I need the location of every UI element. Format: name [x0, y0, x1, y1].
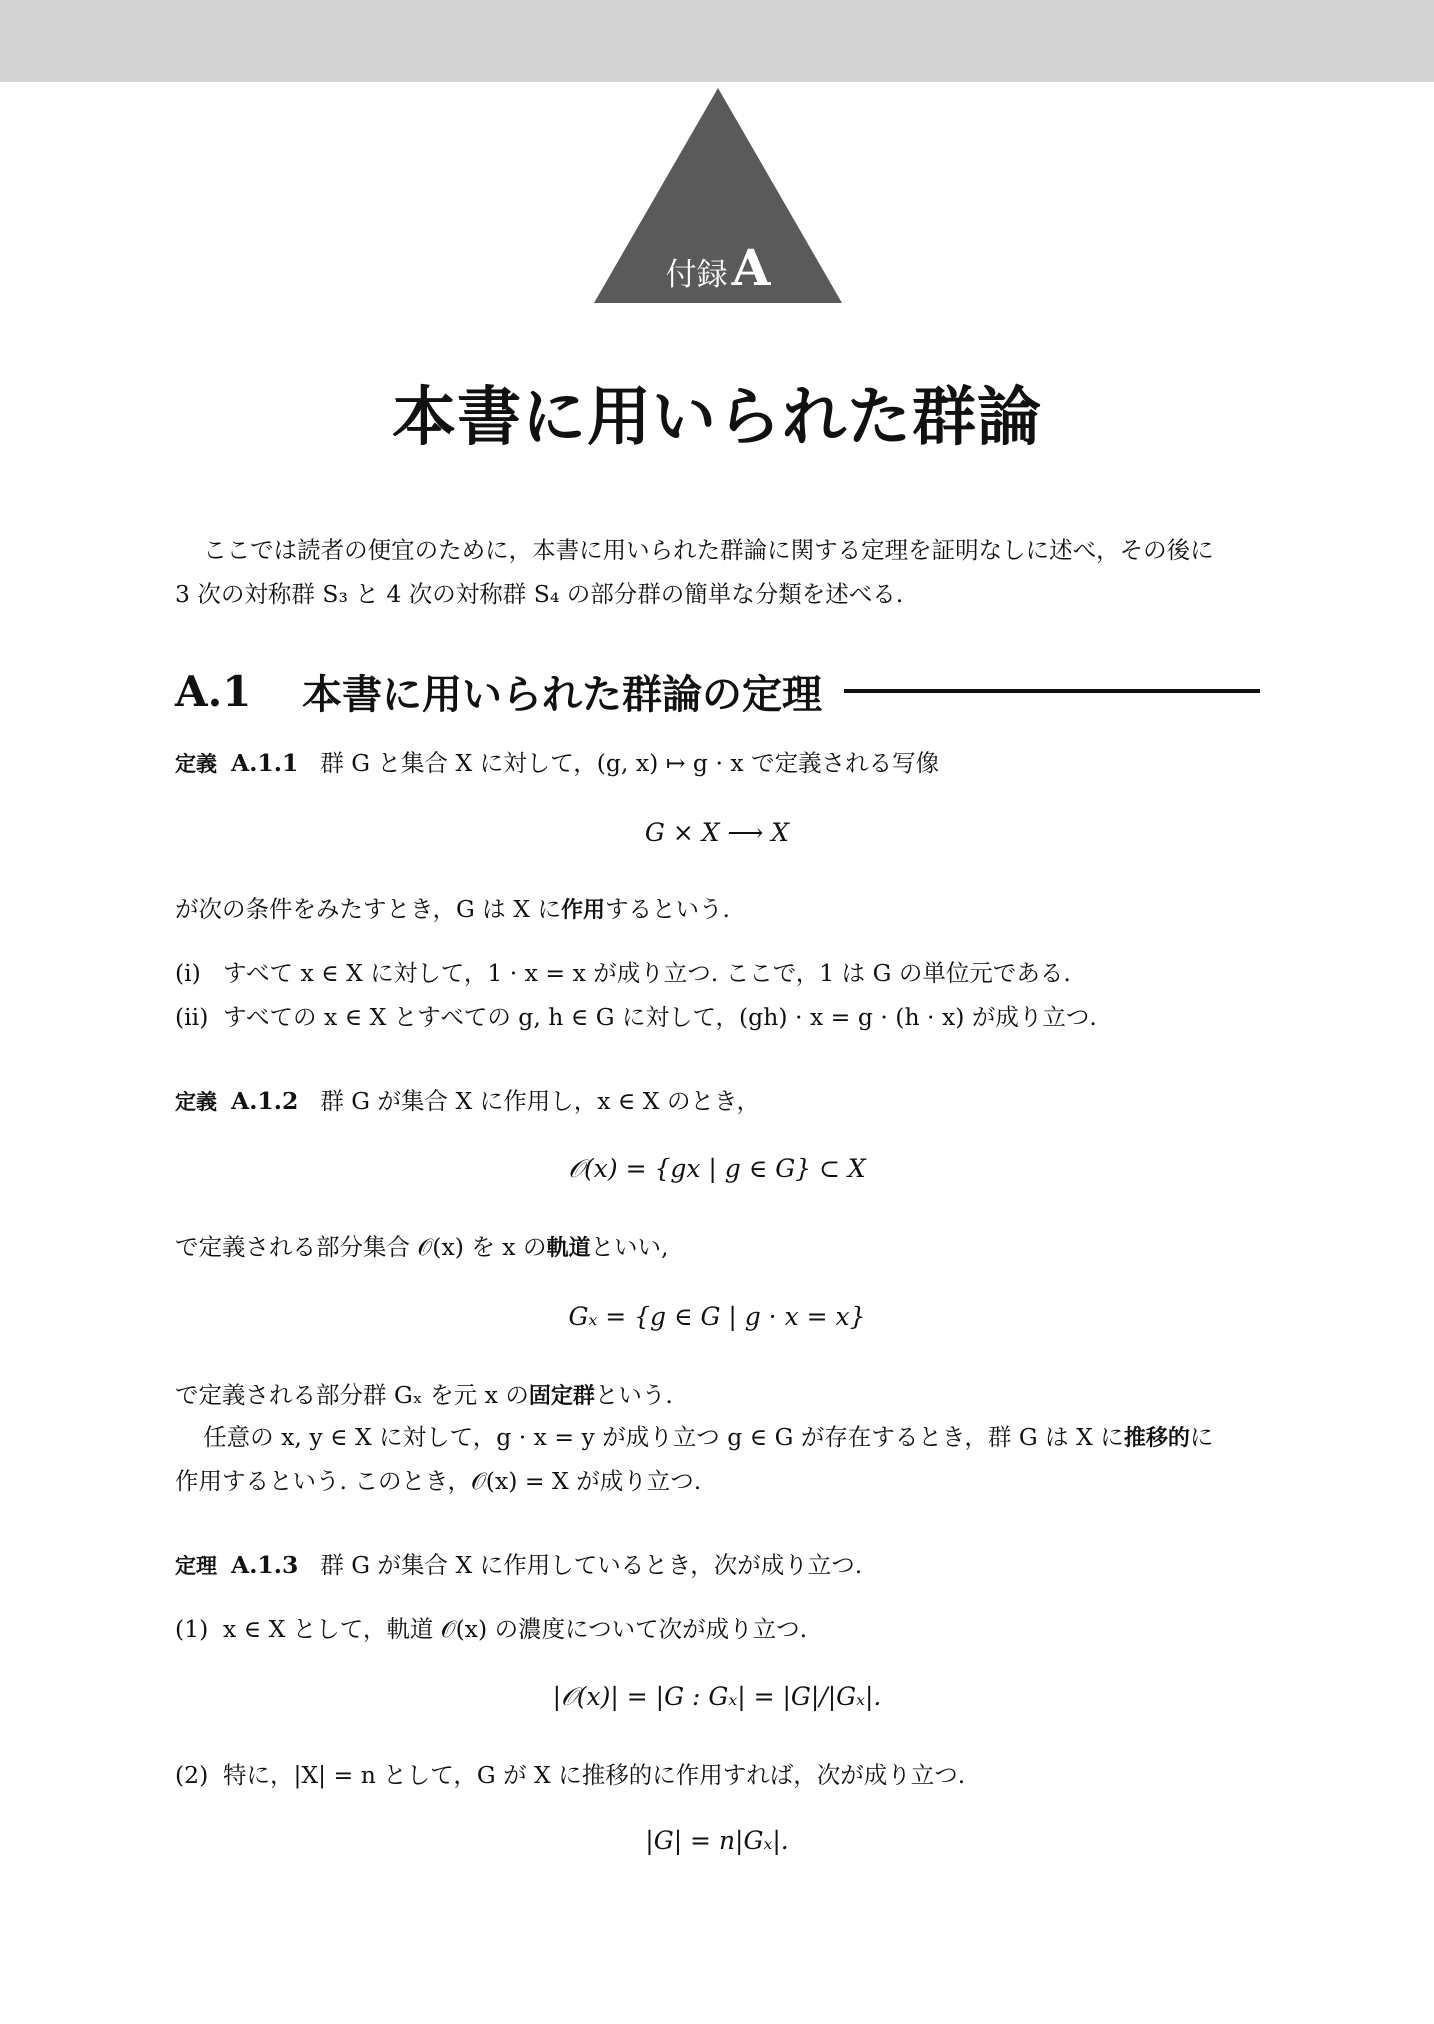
section-title: 本書に用いられた群論の定理 — [302, 671, 822, 718]
item-text: すべての x ∈ X とすべての g, h ∈ G に対して，(gh) · x = g · (h · x) が成り立つ. — [223, 1003, 1097, 1031]
section-heading — [175, 662, 1260, 720]
definition-a-1-1-heading — [175, 744, 1260, 778]
intro-paragraph — [175, 528, 1260, 616]
definition-text: 群 G が集合 X に作用し，x ∈ X のとき， — [320, 1087, 761, 1115]
condition-item-2 — [175, 998, 1260, 1032]
orbit-text-pre: で定義される部分集合 𝒪(x) を x の — [175, 1233, 547, 1261]
equation-group-order: |G| = n|Gₓ|. — [645, 1826, 789, 1855]
item-number: (1) — [175, 1615, 209, 1643]
theorem-number: A.1.3 — [231, 1551, 299, 1579]
appendix-label — [594, 238, 842, 297]
item-text: x ∈ X として，軌道 𝒪(x) の濃度について次が成り立つ. — [223, 1615, 808, 1643]
item-text: 特に，|X| = n として，G が X に推移的に作用すれば，次が成り立つ. — [223, 1761, 966, 1789]
section-rule — [844, 689, 1260, 693]
equation-product-map: G × X ⟶ X — [644, 818, 790, 847]
definition-number: A.1.1 — [231, 749, 299, 777]
item-number: (2) — [175, 1761, 209, 1789]
top-gray-bar — [0, 0, 1434, 82]
keyword-orbit: 軌道 — [546, 1236, 591, 1261]
theorem-item-1 — [175, 1610, 1260, 1644]
equation-orbit: 𝒪(x) = {gx | g ∈ G} ⊂ X — [568, 1154, 866, 1183]
orbit-definition-line — [175, 1228, 1260, 1262]
theorem-a-1-3-heading — [175, 1546, 1260, 1580]
appendix-letter: A — [731, 238, 771, 297]
stabilizer-text-post: という. — [594, 1381, 673, 1409]
transitive-definition-line-2: 作用するという. このとき，𝒪(x) = X が成り立つ. — [175, 1467, 702, 1495]
appendix-triangle-badge — [594, 88, 842, 303]
definition-label: 定義 — [175, 1090, 217, 1114]
keyword-action: 作用 — [560, 898, 605, 923]
action-text-pre: が次の条件をみたすとき，G は X に — [175, 895, 561, 923]
stabilizer-definition-line — [175, 1376, 1260, 1410]
equation-stabilizer: Gₓ = {g ∈ G | g · x = x} — [568, 1302, 866, 1331]
theorem-label: 定理 — [175, 1554, 217, 1578]
condition-item-1 — [175, 954, 1260, 988]
transitive-text-post: に — [1189, 1423, 1214, 1451]
equation-orbit-stabilizer: |𝒪(x)| = |G : Gₓ| = |G|/|Gₓ|. — [552, 1682, 882, 1711]
item-text: すべて x ∈ X に対して，1 · x = x が成り立つ. ここで，1 は G の単位元である. — [223, 959, 1071, 987]
chapter-title: 本書に用いられた群論 — [392, 381, 1042, 455]
theorem-item-2 — [175, 1756, 1260, 1790]
intro-line-2: 3 次の対称群 S₃ と 4 次の対称群 S₄ の部分群の簡単な分類を述べる. — [175, 580, 904, 608]
item-number: (i) — [175, 959, 201, 987]
transitive-text-pre: 任意の x, y ∈ X に対して，g · x = y が成り立つ g ∈ G が存在するとき，群 G は X に — [203, 1423, 1124, 1451]
keyword-stabilizer: 固定群 — [528, 1384, 595, 1409]
definition-number: A.1.2 — [231, 1087, 299, 1115]
definition-a-1-1-action — [175, 890, 1260, 924]
definition-a-1-2-heading — [175, 1082, 1260, 1116]
item-number: (ii) — [175, 1003, 209, 1031]
orbit-text-post: といい, — [590, 1233, 669, 1261]
stabilizer-text-pre: で定義される部分群 Gₓ を元 x の — [175, 1381, 529, 1409]
definition-text: 群 G と集合 X に対して，(g, x) ↦ g · x で定義される写像 — [320, 749, 940, 777]
section-number: A.1 — [175, 666, 252, 716]
keyword-transitive: 推移的 — [1123, 1426, 1190, 1451]
intro-line-1: ここでは読者の便宜のために，本書に用いられた群論に関する定理を証明なしに述べ，その後に — [203, 536, 1214, 564]
definition-label: 定義 — [175, 752, 217, 776]
transitive-definition-line-1 — [175, 1418, 1260, 1452]
appendix-word: 付録 — [665, 257, 728, 293]
theorem-text: 群 G が集合 X に作用しているとき，次が成り立つ. — [320, 1551, 863, 1579]
action-text-post: するという. — [605, 895, 730, 923]
